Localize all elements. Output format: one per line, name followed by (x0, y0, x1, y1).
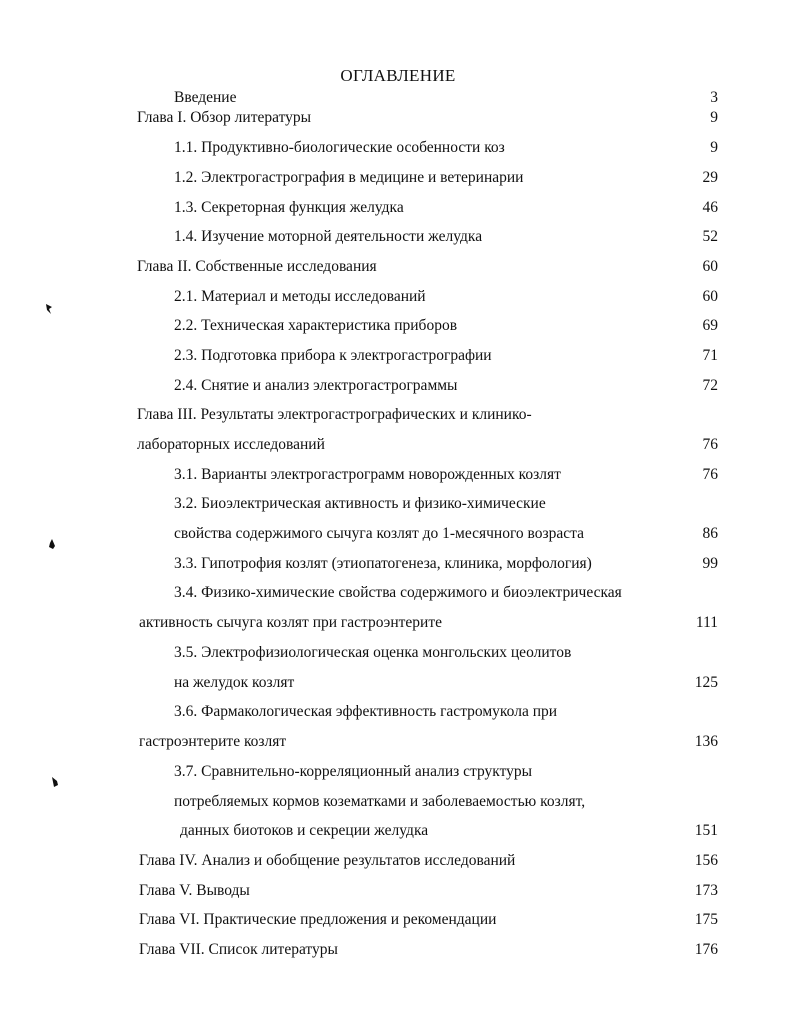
toc-entry-page: 86 (702, 525, 718, 542)
toc-entry-text: Глава I. Обзор литературы (137, 109, 312, 126)
toc-entry-text: гастроэнтерите козлят (139, 733, 287, 750)
toc-entry-text: Введение (174, 89, 237, 106)
toc-entry-page: 156 (694, 852, 718, 869)
toc-entry-text: Глава V. Выводы (139, 882, 250, 899)
toc-entry-page: 173 (694, 882, 718, 899)
toc-entry-page: 69 (702, 317, 718, 334)
toc-entry-page: 9 (710, 109, 718, 126)
toc-entry-text: лабораторных исследований (137, 436, 325, 453)
toc-entry-text: 3.6. Фармакологическая эффективность гастромукола при (174, 703, 558, 720)
toc-entry-text: 2.1. Материал и методы исследований (174, 288, 426, 305)
toc-entry-page: 9 (710, 139, 718, 156)
toc-entry-text: свойства содержимого сычуга козлят до 1-месячного возраста (174, 525, 584, 542)
toc-entry-page: 60 (702, 288, 718, 305)
toc-entry-text: 3.7. Сравнительно-корреляционный анализ структуры (174, 763, 533, 780)
toc-entry-text: 2.4. Снятие и анализ электрогастрограммы (174, 377, 458, 394)
scan-speck-mark (48, 538, 56, 550)
toc-entry-text: 3.1. Варианты электрогастрограмм новорожденных козлят (174, 466, 561, 483)
toc-entry-page: 125 (694, 674, 718, 691)
toc-entry-text: Глава VII. Список литературы (139, 941, 338, 958)
toc-entry-page: 76 (702, 466, 718, 483)
toc-entry-text: 3.3. Гипотрофия козлят (этиопатогенеза, клиника, морфология) (174, 555, 592, 572)
toc-entry-text: 2.3. Подготовка прибора к электрогастрографии (174, 347, 492, 364)
toc-entry-page: 151 (694, 822, 718, 839)
scan-speck-mark (51, 776, 59, 788)
toc-entry-text: активность сычуга козлят при гастроэнтерите (139, 614, 442, 631)
toc-entry-page: 29 (702, 169, 718, 186)
toc-entry-text: 2.2. Техническая характеристика приборов (174, 317, 458, 334)
toc-entry-page: 111 (695, 614, 718, 631)
toc-entry-text: Глава IV. Анализ и обобщение результатов исследований (139, 852, 516, 869)
toc-entry-page: 176 (694, 941, 718, 958)
toc-entry-text: 1.3. Секреторная функция желудка (174, 199, 404, 216)
toc-entry-text: 3.5. Электрофизиологическая оценка монгольских цеолитов (174, 644, 572, 661)
toc-entry-page: 99 (702, 555, 718, 572)
toc-entry-text: данных биотоков и секреции желудка (180, 822, 429, 839)
toc-entry-text: Глава III. Результаты электрогастрографических и клинико- (137, 406, 532, 423)
toc-entry-text: 1.2. Электрогастрография в медицине и ветеринарии (174, 169, 524, 186)
toc-entry-page: 72 (702, 377, 718, 394)
toc-entry-text: 1.4. Изучение моторной деятельности желудка (174, 228, 483, 245)
toc-entry-page: 60 (702, 258, 718, 275)
toc-entry-page: 71 (702, 347, 718, 364)
toc-entry-page: 136 (694, 733, 718, 750)
scan-speck-mark (45, 303, 53, 315)
toc-entry-page: 52 (702, 228, 718, 245)
toc-entry-page: 76 (702, 436, 718, 453)
toc-entry-text: Глава VI. Практические предложения и рекомендации (139, 911, 497, 928)
toc-entry-page: 46 (702, 199, 718, 216)
toc-entry-text: потребляемых кормов козематками и заболеваемостью козлят, (174, 793, 586, 810)
toc-entry-text: Глава II. Собственные исследования (137, 258, 377, 275)
toc-entry-text: 3.4. Физико-химические свойства содержимого и биоэлектрическая (174, 584, 622, 601)
toc-entry-text: 1.1. Продуктивно-биологические особенности коз (174, 139, 505, 156)
page-title: ОГЛАВЛЕНИЕ (340, 66, 456, 85)
toc-entry-page: 3 (710, 89, 718, 106)
toc-entry-page: 175 (694, 911, 718, 928)
toc-entry-text: на желудок козлят (174, 674, 295, 691)
toc-entry-text: 3.2. Биоэлектрическая активность и физико-химические (174, 495, 546, 512)
